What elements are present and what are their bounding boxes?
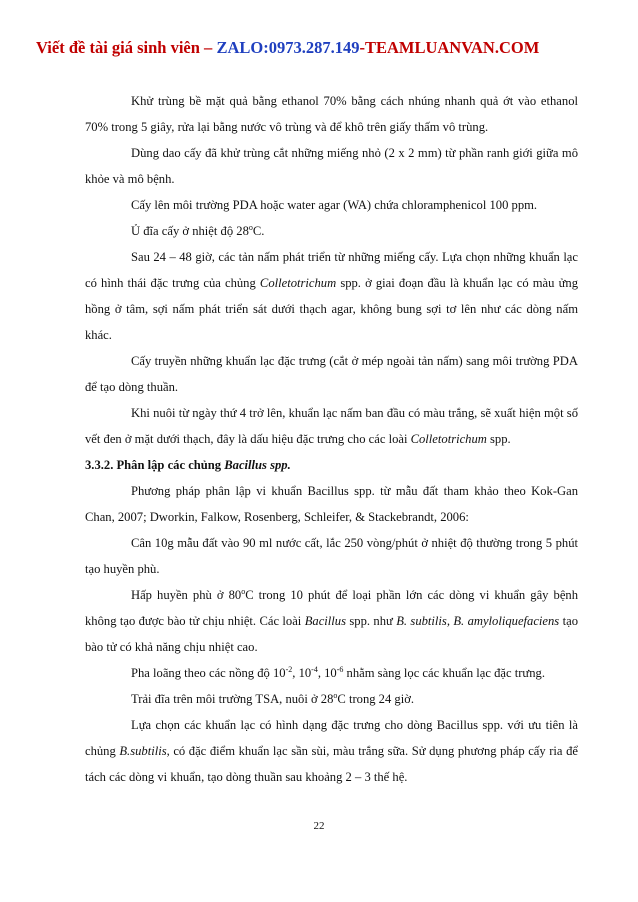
page-number: 22: [313, 820, 325, 832]
text-segment: Cấy truyền những khuẩn lạc đặc trưng (cắt ở mép ngoài tản nấm) sang môi trường PDA để tạo dòng thuần.: [85, 354, 578, 394]
header-zalo: ZALO:0973.287.149: [216, 38, 360, 57]
text-segment: C trong 24 giờ.: [337, 692, 415, 706]
body-paragraph: [85, 88, 578, 140]
text-segment: Khi nuôi từ ngày thứ 4 trở lên, khuẩn lạc nấm ban đầu có màu trắng, sẽ xuất hiện một số vết đen ở mặt dưới thạch, đây là dấu hiệu đặc trưng cho các loài: [85, 406, 578, 446]
document-body: [85, 88, 578, 790]
text-segment: C.: [252, 224, 265, 238]
superscript: o: [333, 690, 338, 700]
body-paragraph: [85, 660, 578, 686]
body-paragraph: [85, 218, 578, 244]
text-segment: , có đặc điểm khuẩn lạc sần sùi, màu trắng sữa. Sử dụng phương pháp cấy ria để tách các dòng vi khuẩn, tạo dòng thuần sau khoảng 2 – 3 thế hệ.: [85, 744, 578, 784]
italic-text: Colletotrichum: [259, 276, 337, 290]
body-paragraph: [85, 192, 578, 218]
italic-text: Bacillus: [304, 614, 346, 628]
text-segment: spp. như: [345, 614, 397, 628]
text-segment: spp.: [486, 432, 511, 446]
text-segment: C trong 10 phút để loại phần lớn các dòng vi khuẩn gây bệnh không tạo được bào tử chịu nhiệt. Các loài: [85, 588, 579, 628]
text-segment: Sau 24 – 48 giờ, các tản nấm phát triển từ những miếng cấy. Lựa chọn những khuẩn lạc có hình thái đặc trưng của chủng: [85, 250, 578, 290]
superscript: o: [248, 222, 253, 232]
text-segment: Pha loãng theo các nồng độ 10: [131, 666, 286, 680]
italic-text: Bacillus spp.: [224, 458, 291, 472]
page-header: [36, 38, 616, 58]
text-segment: , 10: [317, 666, 337, 680]
text-segment: Khử trùng bề mặt quả bằng ethanol 70% bằng cách nhúng nhanh quả ớt vào ethanol 70% trong 5 giây, rửa lại bằng nước vô trùng và để khô trên giấy thấm vô trùng.: [85, 94, 578, 134]
body-paragraph: [85, 244, 578, 348]
superscript: o: [241, 586, 246, 596]
italic-text: Colletotrichum: [410, 432, 487, 446]
text-segment: Cấy lên môi trường PDA hoặc water agar (WA) chứa chloramphenicol 100 ppm.: [131, 198, 538, 212]
italic-text: B.subtilis: [119, 744, 167, 758]
body-paragraph: [85, 140, 578, 192]
text-segment: Phương pháp phân lập vi khuẩn Bacillus spp. từ mẫu đất tham khảo theo Kok-Gan Chan, 2007; Dworkin, Falkow, Rosenberg, Schleifer, & Stackebrandt, 2006:: [85, 484, 578, 524]
section-heading: [85, 452, 578, 478]
body-paragraph: [85, 582, 578, 660]
text-segment: Lựa chọn các khuẩn lạc có hình dạng đặc trưng cho dòng Bacillus spp. với ưu tiên là chủng: [85, 718, 578, 758]
text-segment: nhằm sàng lọc các khuẩn lạc đặc trưng.: [343, 666, 545, 680]
text-segment: , 10: [292, 666, 312, 680]
header-text: Viết đề tài giá sinh viên –: [36, 38, 217, 57]
text-segment: spp. ở giai đoạn đầu là khuẩn lạc có màu ửng hồng ở tâm, sợi nấm phát triển sát dưới thạch agar, không bung sợi tơ lên như các dòng nấm khác.: [85, 276, 578, 342]
body-paragraph: [85, 348, 578, 400]
text-segment: Trải đĩa trên môi trường TSA, nuôi ở 28: [131, 692, 334, 706]
superscript: -2: [285, 664, 293, 674]
italic-text: B. subtilis, B. amyloliquefaciens: [396, 614, 560, 628]
text-segment: 3.3.2. Phân lập các chủng: [85, 458, 225, 472]
body-paragraph: [85, 712, 578, 790]
body-paragraph: [85, 530, 578, 582]
body-paragraph: [85, 478, 578, 530]
text-segment: Ủ đĩa cấy ở nhiệt độ 28: [131, 224, 249, 238]
body-paragraph: [85, 686, 578, 712]
superscript: -4: [311, 664, 318, 674]
text-segment: Hấp huyền phù ở 80: [131, 588, 242, 602]
text-segment: Cân 10g mẫu đất vào 90 ml nước cất, lắc 250 vòng/phút ở nhiệt độ thường trong 5 phút tạo huyền phù.: [85, 536, 578, 576]
text-segment: tạo bào tử có khả năng chịu nhiệt cao.: [85, 614, 578, 654]
superscript: -6: [336, 664, 344, 674]
header-site: -TEAMLUANVAN.COM: [359, 38, 540, 57]
body-paragraph: [85, 400, 578, 452]
text-segment: Dùng dao cấy đã khử trùng cắt những miếng nhỏ (2 x 2 mm) từ phần ranh giới giữa mô khỏe và mô bệnh.: [85, 146, 578, 186]
